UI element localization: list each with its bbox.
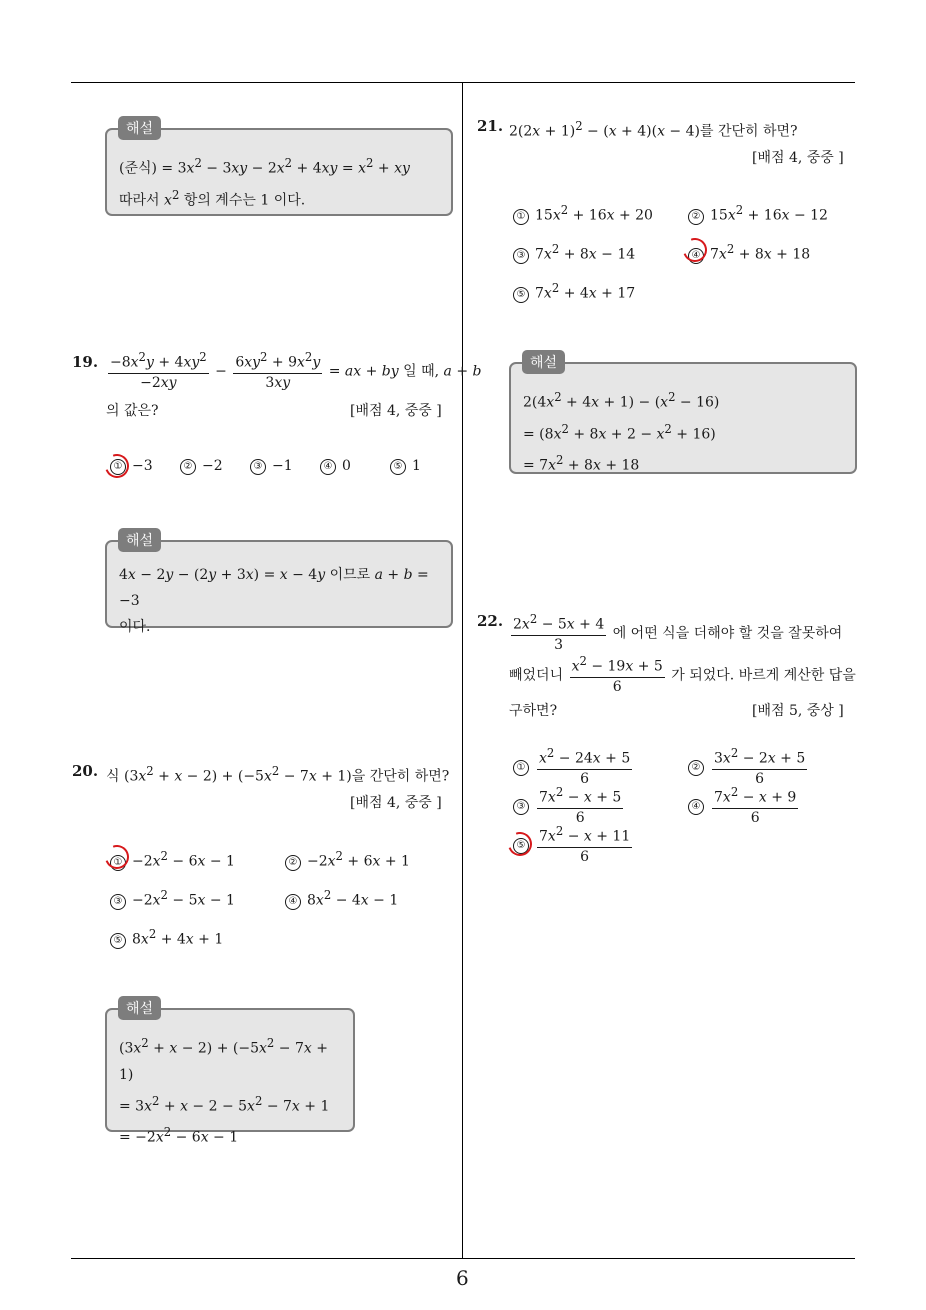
answer-mark (101, 450, 133, 482)
explanation-line: 이다. (119, 619, 151, 635)
column-divider (462, 82, 463, 1259)
choice-3[interactable]: ③ $7x^2 + 8x - 14$ (513, 242, 635, 264)
choice-3[interactable]: ③ $-2x^2 - 5x - 1$ (110, 888, 235, 910)
question-number: 21. (477, 117, 504, 135)
explanation-tag: 해설 (118, 116, 161, 140)
choice-1[interactable]: ① $-2x^2 - 6x - 1$ (110, 849, 235, 871)
choice-5[interactable]: ⑤ $\frac{7x^2 - x + 11}{6}$ (513, 824, 634, 867)
choice-4[interactable]: ④ $\frac{7x^2 - x + 9}{6}$ (688, 785, 800, 828)
question-22-stem: $\frac{2x^2 - 5x + 4}{3}$ 에 어떤 식을 더해야 할 것을 잘못하여 (513, 612, 843, 654)
choice-4[interactable]: ④ $7x^2 + 8x + 18$ (688, 242, 810, 264)
choice-2[interactable]: ② $15x^2 + 16x - 12$ (688, 203, 828, 225)
choice-2[interactable]: ② $\frac{3x^2 - 2x + 5}{6}$ (688, 746, 809, 789)
choice-2[interactable]: ② $-2x^2 + 6x + 1$ (285, 849, 410, 871)
explanation-line: 4x − 2y − (2y + 3x) = x − 4y 이므로 a + b = −3 (119, 567, 429, 609)
explanation-box-q19 (105, 540, 453, 635)
score-label: [배점 4, 중중 ] (350, 403, 442, 419)
choice-4[interactable]: ④ 0 (320, 458, 351, 475)
question-22-stem-line2: 빼었더니 $\frac{x^2 - 19x + 5}{6}$ 가 되었다. 바르게 계산한 답을 (509, 654, 856, 696)
question-21-stem: $2(2x + 1)^2 - (x + 4)(x - 4)$를 간단히 하면? (509, 119, 798, 140)
bottom-rule (71, 1258, 855, 1259)
explanation-line: 따라서 $x^2$ 항의 계수는 1 이다. (119, 187, 306, 209)
question-19-stem: $\frac{-8x^2y + 4xy^2}{-2xy}$ − $\frac{6xy^2 + 9x^2y}{3xy}$ = ax + by 일 때, a + b (110, 350, 482, 392)
explanation-box-q18 (105, 128, 453, 216)
question-19-stem-line2: 의 값은? (106, 403, 159, 419)
choice-2[interactable]: ② −2 (180, 458, 223, 475)
explanation-line: = $-2x^2 - 6x - 1$ (119, 1125, 239, 1146)
top-rule (71, 82, 855, 83)
choice-1[interactable]: ① $15x^2 + 16x + 20$ (513, 203, 653, 225)
explanation-line: = $(8x^2 + 8x + 2 - x^2 + 16)$ (523, 421, 716, 443)
explanation-tag: 해설 (118, 996, 161, 1020)
choice-3[interactable]: ③ −1 (250, 458, 293, 475)
question-number: 20. (72, 762, 99, 780)
page-number: 6 (456, 1266, 469, 1290)
explanation-line: $2(4x^2 + 4x + 1) - (x^2 - 16)$ (523, 390, 720, 411)
score-label: [배점 4, 중중 ] (752, 150, 844, 166)
choice-5[interactable]: ⑤ 1 (390, 458, 421, 475)
explanation-tag: 해설 (118, 528, 161, 552)
choice-5[interactable]: ⑤ $8x^2 + 4x + 1$ (110, 927, 223, 949)
choice-5[interactable]: ⑤ $7x^2 + 4x + 17$ (513, 281, 635, 303)
explanation-box-q21 (509, 362, 857, 474)
explanation-line: $(3x^2 + x - 2) + (-5x^2 - 7x + 1)$ (119, 1036, 328, 1083)
explanation-tag: 해설 (522, 350, 565, 374)
score-label: [배점 5, 중상 ] (752, 703, 844, 719)
choice-3[interactable]: ③ $\frac{7x^2 - x + 5}{6}$ (513, 785, 625, 828)
explanation-line: = $3x^2 + x - 2 - 5x^2 - 7x + 1$ (119, 1093, 330, 1115)
choice-1[interactable]: ① $\frac{x^2 - 24x + 5}{6}$ (513, 746, 634, 789)
explanation-box-q20 (105, 1008, 355, 1146)
explanation-line: = $7x^2 + 8x + 18$ (523, 453, 640, 474)
question-number: 19. (72, 353, 99, 371)
question-22-stem-line3: 구하면? (509, 703, 558, 719)
explanation-line: (준식) = $3x^2 - 3xy - 2x^2 + 4xy = x^2$ + xy (119, 156, 410, 177)
question-number: 22. (477, 612, 504, 630)
choice-4[interactable]: ④ $8x^2 - 4x - 1$ (285, 888, 398, 910)
choice-1[interactable]: ① −3 (110, 458, 153, 475)
score-label: [배점 4, 중중 ] (350, 795, 442, 811)
question-20-stem: 식 $(3x^2 + x - 2) + (-5x^2 - 7x + 1)$을 간단히 하면? (106, 764, 450, 785)
